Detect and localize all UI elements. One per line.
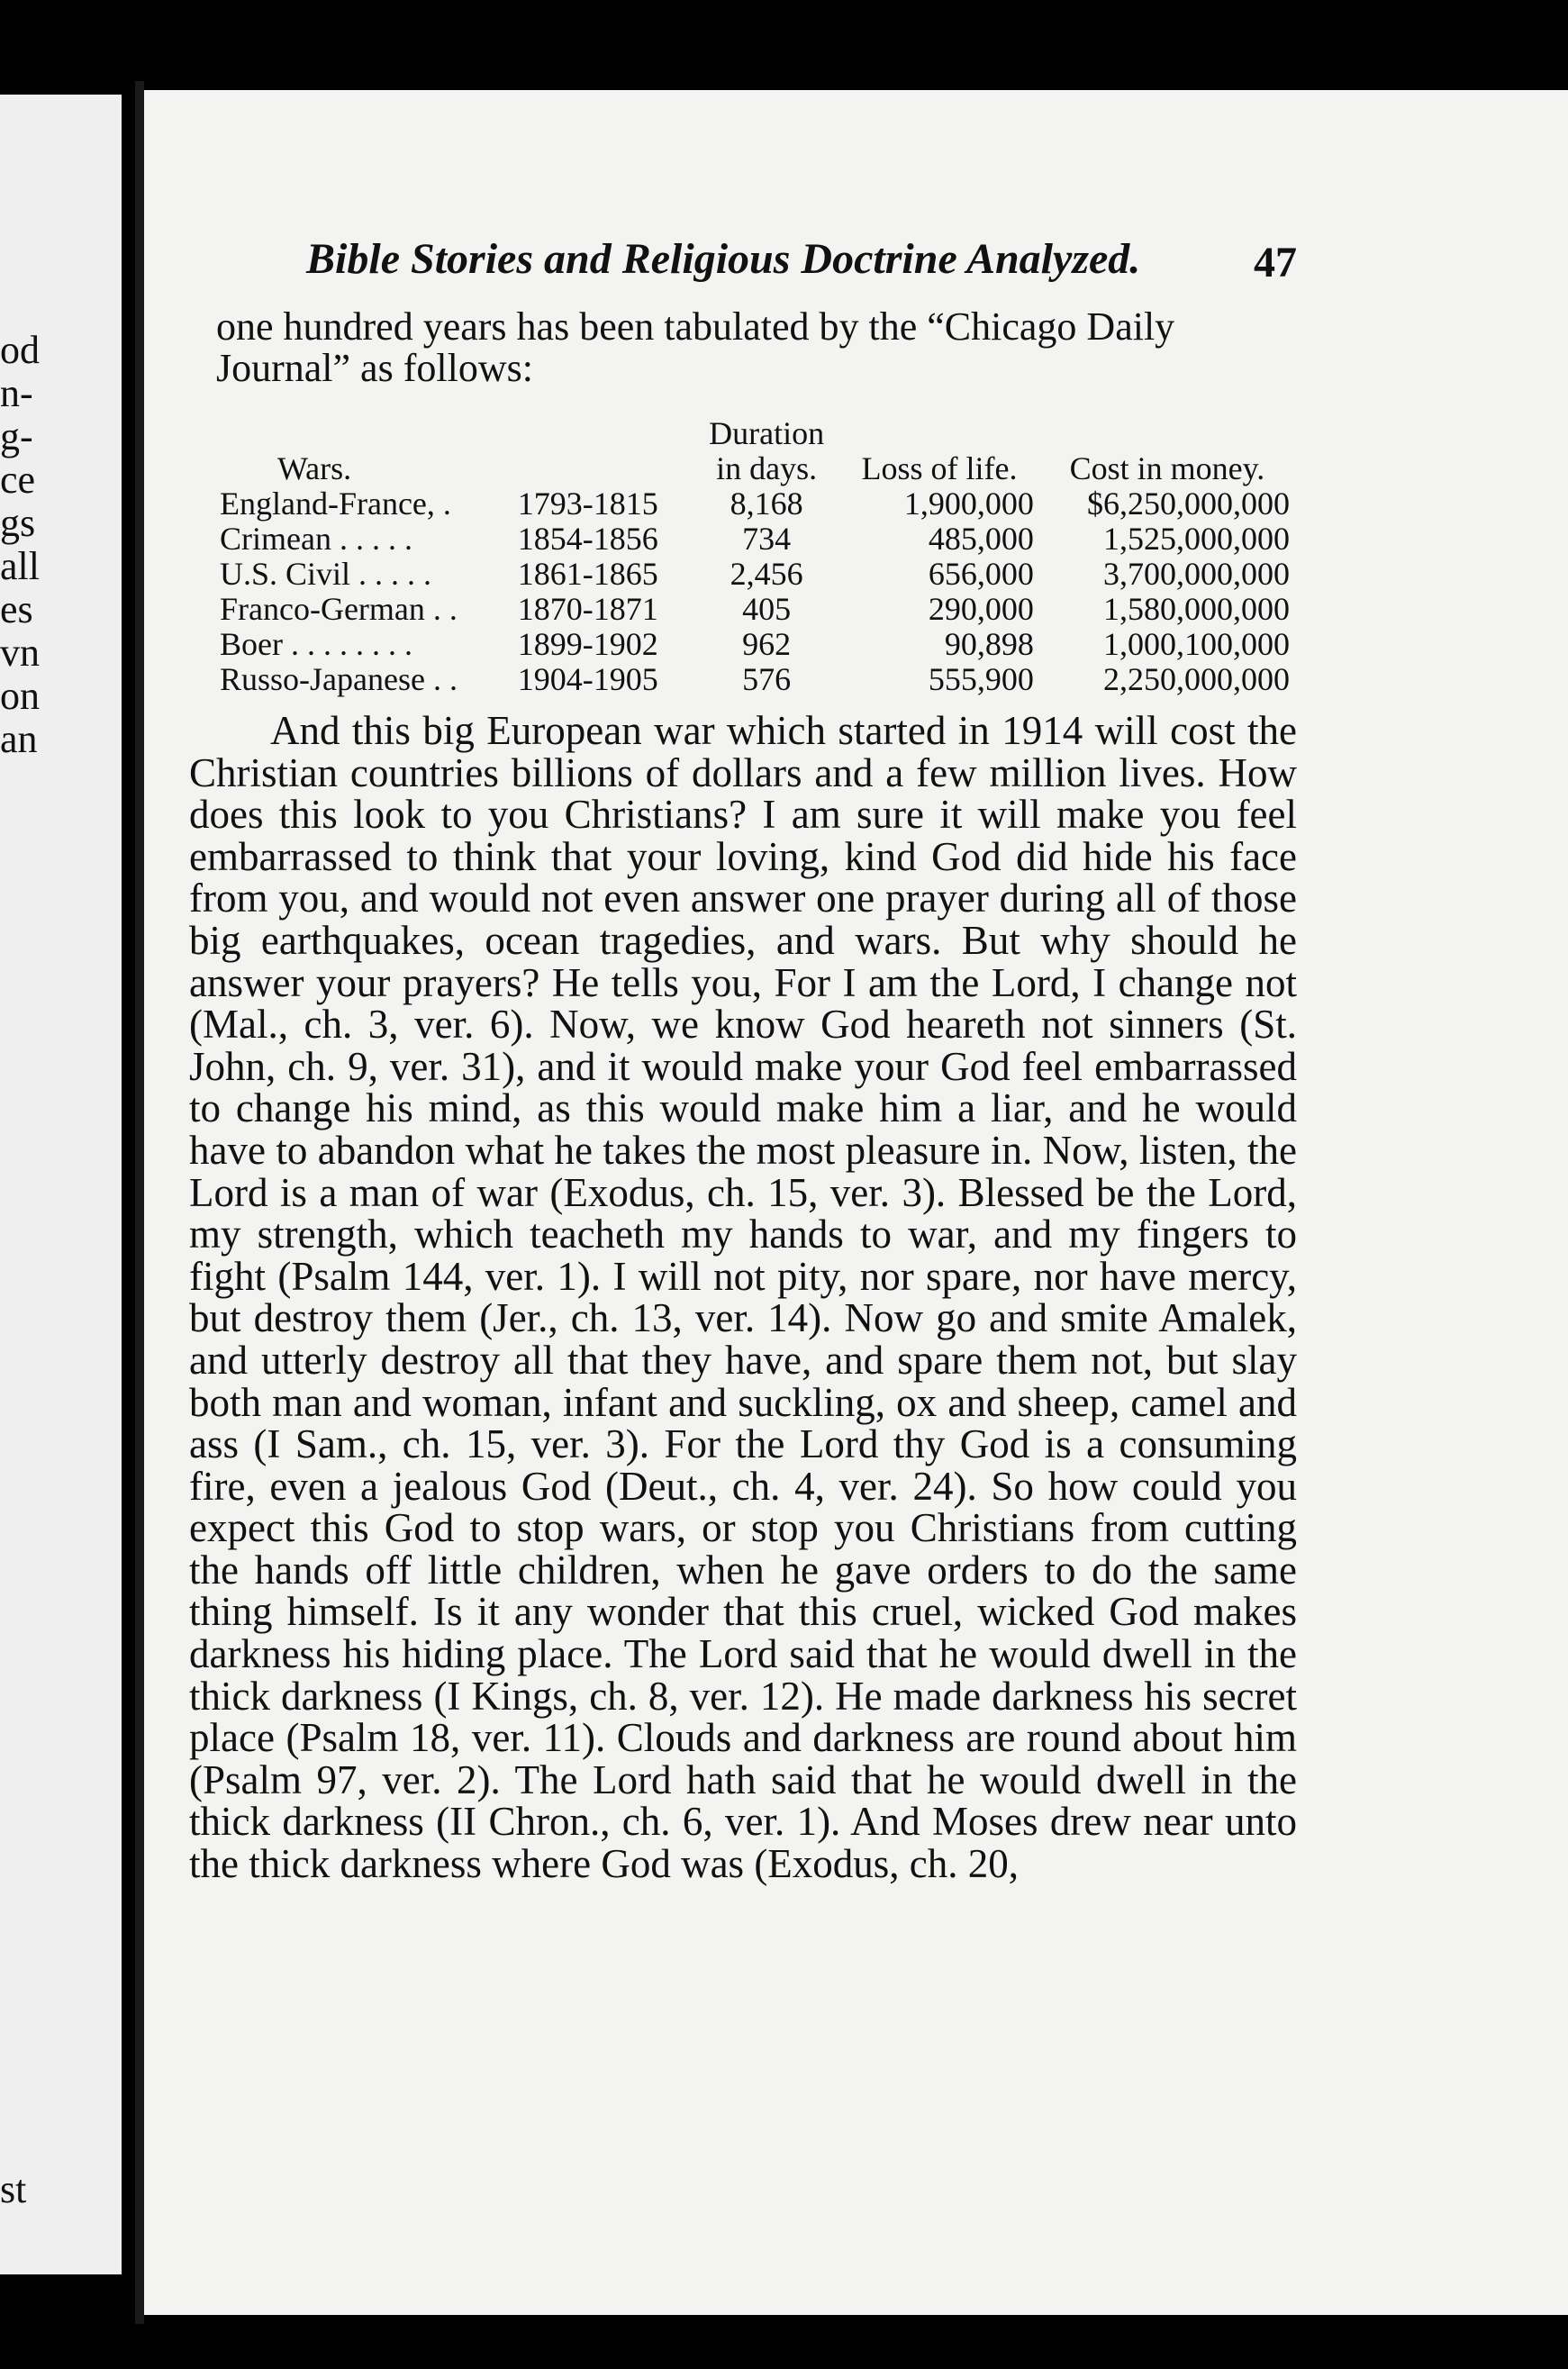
- wars-table: [214, 416, 1295, 697]
- left-page: [0, 95, 122, 2274]
- running-head-title: Bible Stories and Religious Doctrine Analyzed.: [306, 235, 1141, 283]
- war-loss: 1,900,000: [903, 486, 1034, 522]
- war-days: 2,456: [730, 556, 803, 592]
- left-fragment: g-: [0, 415, 33, 458]
- left-fragment: an: [0, 718, 38, 761]
- header-duration: Duration in days.: [709, 415, 825, 486]
- war-loss: 485,000: [928, 521, 1034, 557]
- war-days: 405: [742, 591, 792, 627]
- table-row: [214, 486, 1295, 522]
- war-cost: 1,580,000,000: [1103, 591, 1290, 627]
- header-wars: Wars.: [277, 450, 352, 486]
- war-days: 8,168: [730, 486, 803, 522]
- left-fragment: all: [0, 545, 40, 588]
- war-cost: 1,525,000,000: [1103, 521, 1290, 557]
- war-years: 1899-1902: [517, 626, 658, 662]
- war-loss: 656,000: [928, 556, 1034, 592]
- table-row: [214, 627, 1295, 662]
- war-days: 734: [742, 521, 792, 557]
- war-name: U.S. Civil . . . . .: [220, 556, 432, 592]
- war-name: Boer . . . . . . . .: [220, 626, 412, 662]
- war-years: 1793-1815: [517, 486, 658, 522]
- war-years: 1861-1865: [517, 556, 658, 592]
- war-days: 576: [742, 661, 792, 697]
- war-cost: 3,700,000,000: [1103, 556, 1290, 592]
- header-years: [512, 416, 693, 486]
- war-cost: 1,000,100,000: [1103, 626, 1290, 662]
- left-fragment: es: [0, 588, 33, 631]
- war-years: 1904-1905: [517, 661, 658, 697]
- war-name: Franco-German . .: [220, 591, 458, 627]
- left-fragment: ce: [0, 458, 36, 502]
- left-fragment: od: [0, 329, 40, 372]
- war-years: 1854-1856: [517, 521, 658, 557]
- table-header-row: [214, 416, 1295, 486]
- header-loss: Loss of life.: [861, 450, 1018, 486]
- war-years: 1870-1871: [517, 591, 658, 627]
- table-row: [214, 662, 1295, 697]
- left-page-bottom-fragment: st: [0, 2167, 27, 2211]
- war-cost: $6,250,000,000: [1087, 486, 1290, 522]
- war-loss: 290,000: [928, 591, 1034, 627]
- war-name: England-France, .: [220, 486, 451, 522]
- left-fragment: vn: [0, 631, 40, 675]
- war-loss: 555,900: [928, 661, 1034, 697]
- book-spine: [135, 81, 144, 2324]
- war-name: Crimean . . . . .: [220, 521, 412, 557]
- war-loss: 90,898: [944, 626, 1034, 662]
- page-number: 47: [1254, 239, 1297, 286]
- war-days: 962: [742, 626, 792, 662]
- left-fragment: n-: [0, 372, 33, 415]
- war-name: Russo-Japanese . .: [220, 661, 458, 697]
- war-cost: 2,250,000,000: [1103, 661, 1290, 697]
- table-row: [214, 522, 1295, 557]
- header-cost: Cost in money.: [1069, 450, 1265, 486]
- table-row: [214, 557, 1295, 592]
- left-fragment: gs: [0, 502, 36, 545]
- page-content: [189, 234, 1297, 1885]
- intro-paragraph: one hundred years has been tabulated by the “Chicago Daily Journal” as follows:: [216, 304, 1175, 390]
- left-fragment: on: [0, 675, 40, 718]
- running-head: [189, 234, 1297, 306]
- body-paragraph: And this big European war which started in 1914 will cost the Christian countries billions of dollars and a few million lives. How does this look to you Christians? I am sure it will make you feel embarrassed to think that your loving, kind God did hide his face from you, and would not even answer one prayer during all of those big earthquakes, ocean tragedies, and wars. But why should he answer your prayers? He tells you, For I am the Lord, I change not (Mal., ch. 3, ver. 6). Now, we know God heareth not sinners (St. John, ch. 9, ver. 31), and it would make your God feel embarrassed to change his mind, as this would make him a liar, and he would have to abandon what he takes the most pleasure in. Now, listen, the Lord is a man of war (Exodus, ch. 15, ver. 3). Blessed be the Lord, my strength, which teacheth my hands to war, and my fingers to fight (Psalm 144, ver. 1). I will not pity, nor spare, nor have mercy, but destroy them (Jer., ch. 13, ver. 14). Now go and smite Amalek, and utterly destroy all that they have, and spare them not, but slay both man and woman, infant and suckling, ox and sheep, camel and ass (I Sam., ch. 15, ver. 3). For the Lord thy God is a consuming fire, even a jealous God (Deut., ch. 4, ver. 24). So how could you expect this God to stop wars, or stop you Christians from cutting the hands off little children, when he gave orders to do the same thing himself. Is it any wonder that this cruel, wicked God makes darkness his hiding place. The Lord said that he would dwell in the thick darkness (I Kings, ch. 8, ver. 12). He made darkness his secret place (Psalm 18, ver. 11). Clouds and darkness are round about him (Psalm 97, ver. 2). The Lord hath said that he would dwell in the thick darkness (II Chron., ch. 6, ver. 1). And Moses drew near unto the thick darkness where God was (Exodus, ch. 20,: [189, 708, 1297, 1887]
- left-page-fragments: [0, 329, 108, 761]
- table-row: [214, 592, 1295, 627]
